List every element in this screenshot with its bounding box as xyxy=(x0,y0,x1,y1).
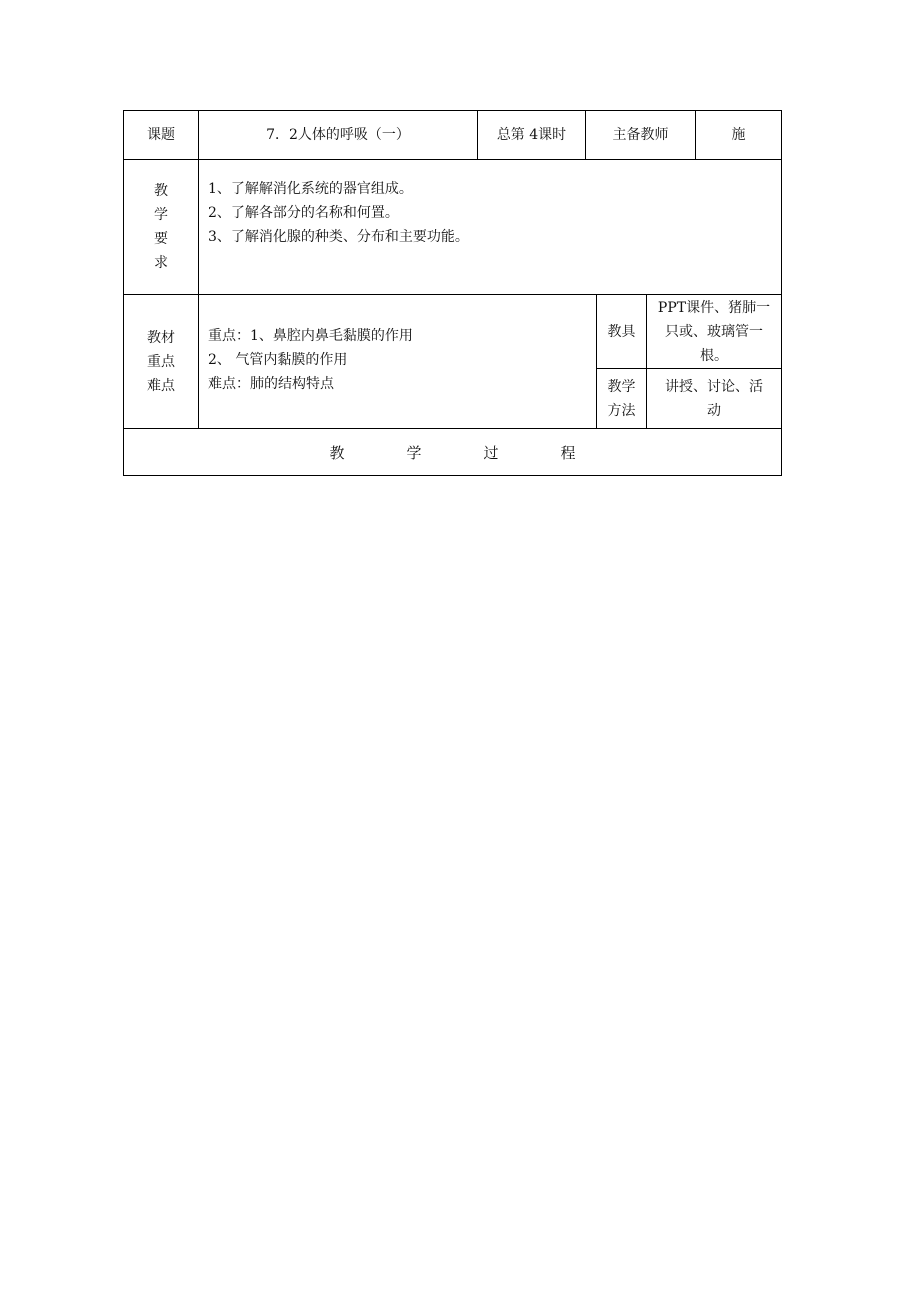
key-point-line: 难点：肺的结构特点 xyxy=(208,376,334,392)
requirements-row xyxy=(124,160,781,295)
process-heading-char: 过 xyxy=(483,443,499,462)
key-points-label-line: 重点 xyxy=(147,353,175,370)
process-row xyxy=(124,429,781,475)
key-points-label-line: 难点 xyxy=(147,377,175,394)
tools-row xyxy=(597,295,781,369)
lead-teacher-label: 主备教师 xyxy=(586,111,696,159)
requirement-item: 1、了解解消化系统的器官组成。 xyxy=(208,181,413,197)
process-heading xyxy=(124,429,781,475)
requirements-label-char: 教 xyxy=(154,183,168,199)
tools-label: 教具 xyxy=(597,295,647,368)
key-points-label-line: 教材 xyxy=(147,329,175,346)
methods-value xyxy=(647,369,781,428)
requirements-label-char: 求 xyxy=(154,255,168,271)
methods-label-line: 方法 xyxy=(607,402,636,419)
key-point-line: 2、 气管内黏膜的作用 xyxy=(208,352,348,368)
key-point-line: 重点：1、鼻腔内鼻毛黏膜的作用 xyxy=(208,328,413,344)
lesson-plan-table xyxy=(123,110,782,476)
lead-teacher-value: 施 xyxy=(731,127,746,143)
methods-line: 动 xyxy=(707,402,721,419)
process-heading-char: 学 xyxy=(406,443,422,462)
key-points-content xyxy=(199,295,597,428)
requirement-item: 3、了解消化腺的种类、分布和主要功能。 xyxy=(208,229,469,245)
tools-value xyxy=(647,295,781,368)
tools-line: PPT课件、猪肺一 xyxy=(657,299,771,316)
requirements-label xyxy=(124,160,199,294)
methods-label xyxy=(597,369,647,428)
tools-line: 根。 xyxy=(700,347,728,364)
requirements-list xyxy=(199,160,781,294)
topic-value: 7．2人体的呼吸（一） xyxy=(199,111,478,159)
requirements-label-char: 学 xyxy=(154,207,168,223)
requirements-label-char: 要 xyxy=(154,231,168,247)
topic-label: 课题 xyxy=(124,111,199,159)
methods-row xyxy=(597,369,781,428)
key-points-label xyxy=(124,295,199,428)
requirement-item: 2、了解各部分的名称和何置。 xyxy=(208,205,399,221)
key-points-row xyxy=(124,295,781,429)
methods-label-line: 教学 xyxy=(607,378,636,395)
methods-line: 讲授、讨论、活 xyxy=(665,378,763,395)
process-heading-char: 程 xyxy=(560,443,576,462)
header-row xyxy=(124,111,781,160)
tools-line: 只或、玻璃管一 xyxy=(665,323,763,340)
tools-methods-block xyxy=(597,295,781,428)
total-lessons: 总第 4课时 xyxy=(478,111,586,159)
process-heading-char: 教 xyxy=(329,443,345,462)
